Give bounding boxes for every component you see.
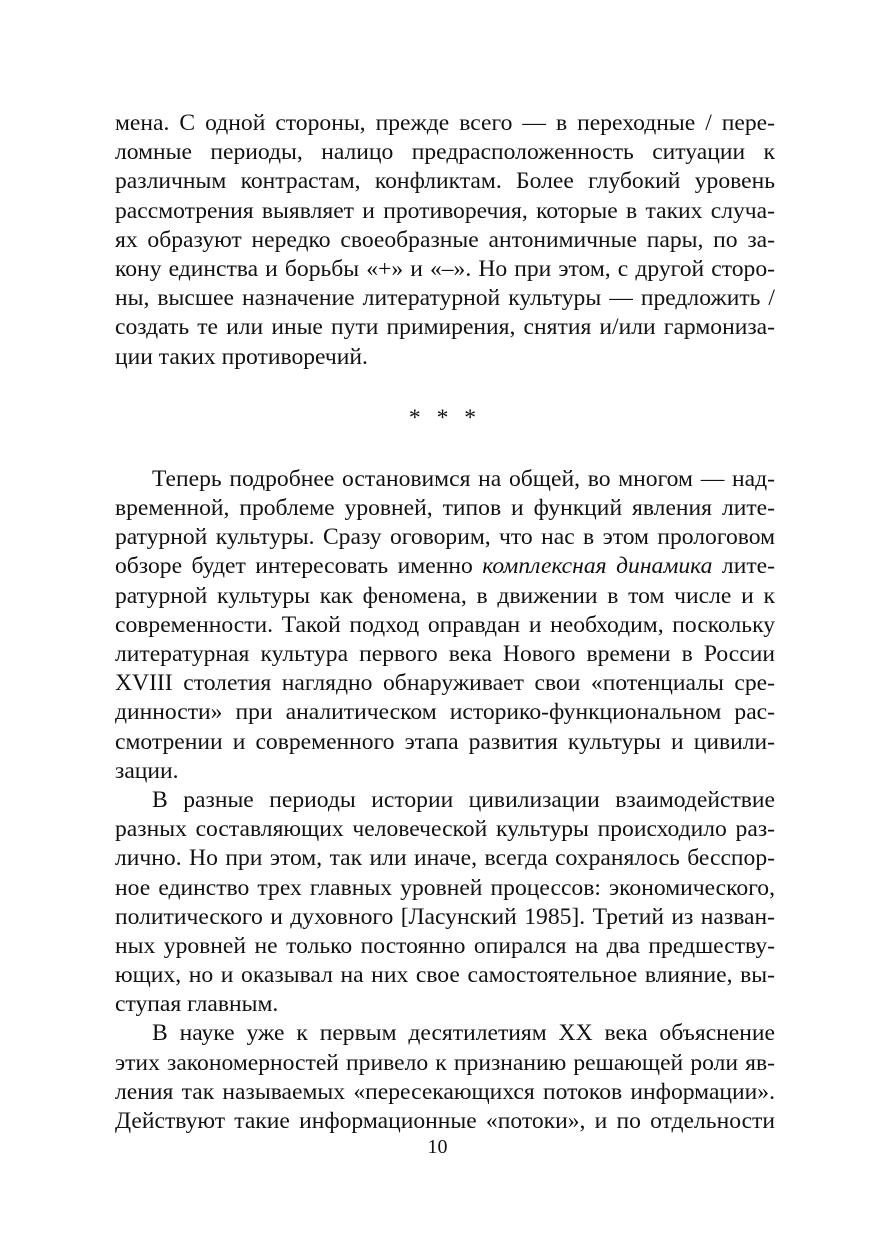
text-line: Действуют такие информационные «потоки», и по отдельности [115,1108,775,1134]
text-line: В разные периоды истории цивилизации взаимодействие [152,786,775,813]
text-line: различным контрастам, конфликтам. Более глубокий уровень [115,168,775,195]
text-line: ющих, но и оказывал на них свое самостоятельное влияние, вы- [115,962,775,989]
text-line: временной, проблеме уровней, типов и функций явления лите- [115,495,775,522]
page-body [115,109,775,1136]
paragraph [115,465,775,786]
text-line: зации. [115,757,179,784]
text-line: ломные периоды, налицо предрасположенность ситуации к [115,139,775,166]
paragraph [115,786,775,1020]
text-fragment: лите- [712,553,775,580]
section-separator: * * * [408,404,482,431]
text-line: смотрении и современного этапа развития культуры и цивили- [115,728,775,755]
text-line: ступая главным. [115,991,279,1018]
text-line [115,552,775,581]
text-line: разных составляющих человеческой культуры происходило раз- [115,816,775,843]
text-line: современности. Такой подход оправдан и необходим, поскольку [115,611,775,638]
text-fragment: обзоре будет интересовать именно [115,553,483,580]
text-line: Теперь подробнее остановимся на общей, во многом — над- [152,465,775,492]
text-line: политического и духовного [Ласунский 1985]. Третий из назван- [115,903,775,930]
text-line: лично. Но при этом, так или иначе, всегда сохранялось бесспор- [115,845,775,872]
text-line: динности» при аналитическом историко-функциональном рас- [115,699,775,726]
text-line: ления так называемых «пересекающихся потоков информации». [115,1078,775,1105]
text-line: ных уровней не только постоянно опирался на два предшеству- [115,932,775,959]
text-line: мена. С одной стороны, прежде всего — в переходные / пере- [115,110,775,136]
text-line: литературная культура первого века Нового времени в России [115,641,775,667]
page-number: 10 [427,1136,448,1158]
text-line: этих закономерностей привело к признанию решающей роли яв- [115,1049,775,1076]
text-line: ны, высшее назначение литературной культуры — предложить / [115,285,775,312]
italic-emphasis: комплексная динамика [482,553,713,580]
text-line: ратурной культуры. Сразу оговорим, что нас в этом прологовом [115,524,775,551]
text-line: создать те или иные пути примирения, снятия и/или гармониза- [115,314,775,341]
text-line: рассмотрения выявляет и противоречия, которые в таких случа- [115,197,775,224]
text-line: XVIII столетия наглядно обнаруживает свои «потенциалы сре- [115,670,775,697]
paragraph [115,1019,775,1136]
text-line: ное единство трех главных уровней процессов: экономического, [115,874,775,901]
paragraph [115,109,775,372]
text-line: В науке уже к первым десятилетиям XX века объяснение [152,1020,775,1047]
text-line: ях образуют нередко своеобразные антонимичные пары, по за- [115,226,775,253]
text-line: ратурной культуры как феномена, в движении в том числе и к [115,582,775,609]
text-line: ции таких противоречий. [115,343,368,370]
text-line: кону единства и борьбы «+» и «–». Но при этом, с другой сторо- [115,255,775,282]
